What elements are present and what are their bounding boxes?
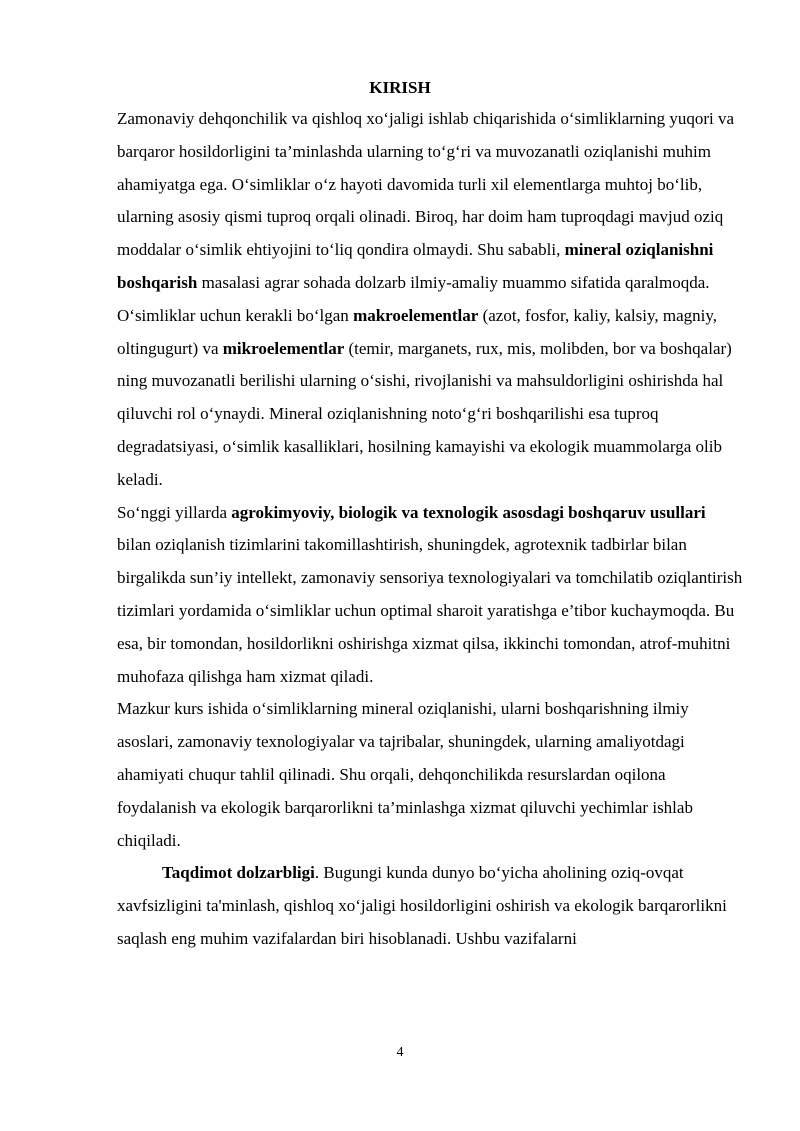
paragraph-text: (temir, marganets, rux, mis, molibden, bor va boshqalar) ning muvozanatli berilishi ularning o‘sishi, rivojlanishi va mahsuldorligini oshirishda hal qiluvchi rol o‘ynaydi. Mineral oziqlanishning noto‘g‘ri boshqarilishi esa tuproq degradatsiyasi, o‘simlik kasalliklari, hosilning kamayishi va ekologik muammolarga olib keladi. — [117, 338, 732, 489]
paragraph-course-work — [117, 693, 743, 857]
paragraph-text: masalasi agrar sohada dolzarb ilmiy-amaliy muammo sifatida qaralmoqda. — [197, 272, 710, 292]
paragraph-text: So‘nggi yillarda — [117, 502, 232, 522]
page-number: 4 — [396, 1045, 404, 1060]
paragraph-relevance — [117, 857, 743, 955]
bold-term-macroelements: makroelementlar — [353, 305, 479, 325]
section-heading: KIRISH — [369, 78, 431, 97]
bold-term-mineral-nutrition: mineral oziqlanishni boshqarish — [117, 240, 714, 292]
paragraph-text: Mazkur kurs ishida o‘simliklarning mineral oziqlanishi, ularni boshqarishning ilmiy asoslari, zamonaviy texnologiyalar va tajribalar, shuningdek, ularning amaliyotdagi ahamiyati chuqur tahlil qilinadi. Shu orqali, dehqonchilikda resurslardan oqilona foydalanish va ekologik barqarorlikni ta’minlashga xizmat qiluvchi yechimlar ishlab chiqiladi. — [117, 699, 693, 850]
paragraph-methods — [117, 497, 743, 694]
paragraph-text: bilan oziqlanish tizimlarini takomillashtirish, shuningdek, agrotexnik tadbirlar bilan birgalikda sun’iy intellekt, zamonaviy sensoriya texnologiyalari va tomchilatib oziqlantirish tizimlari yordamida o‘simliklar uchun optimal sharoit yaratishga e’tibor kuchaymoqda. Bu esa, bir tomondan, hosildorlikni oshirishga xizmat qilsa, ikkinchi tomondan, atrof-muhitni muhofaza qilishga ham xizmat qiladi. — [117, 535, 743, 686]
paragraph-text: O‘simliklar uchun kerakli bo‘lgan — [117, 305, 354, 325]
bold-term-relevance: Taqdimot dolzarbligi — [162, 863, 315, 883]
body-text — [117, 103, 743, 956]
paragraph-intro — [117, 103, 743, 300]
paragraph-elements — [117, 300, 743, 497]
paragraph-text: Zamonaviy dehqonchilik va qishloq xo‘jaligi ishlab chiqarishida o‘simliklarning yuqori va barqaror hosildorligini ta’minlashda ularning to‘g‘ri va muvozanatli oziqlanishi muhim ahamiyatga ega. O‘simliklar o‘z hayoti davomida turli xil elementlarga muhtoj bo‘lib, ularning asosiy qismi tuproq orqali olinadi. Biroq, har doim ham tuproqdagi mavjud oziq moddalar o‘simlik ehtiyojini to‘liq qondira olmaydi. Shu sababli, — [117, 109, 735, 260]
bold-term-microelements: mikroelementlar — [222, 338, 345, 358]
paragraph-text: (azot, fosfor, kaliy, kalsiy, magniy, oltingugurt) va — [117, 305, 718, 358]
paragraph-text: . Bugungi kunda dunyo bo‘yicha aholining oziq-ovqat xavfsizligini ta'minlash, qishloq xo‘jaligi hosildorligini oshirish va ekologik barqarorlikni saqlash eng muhim vazifalardan biri hisoblanadi. Ushbu vazifalarni — [117, 863, 727, 948]
bold-term-management-methods: agrokimyoviy, biologik va texnologik asosdagi boshqaruv usullari — [231, 502, 706, 522]
